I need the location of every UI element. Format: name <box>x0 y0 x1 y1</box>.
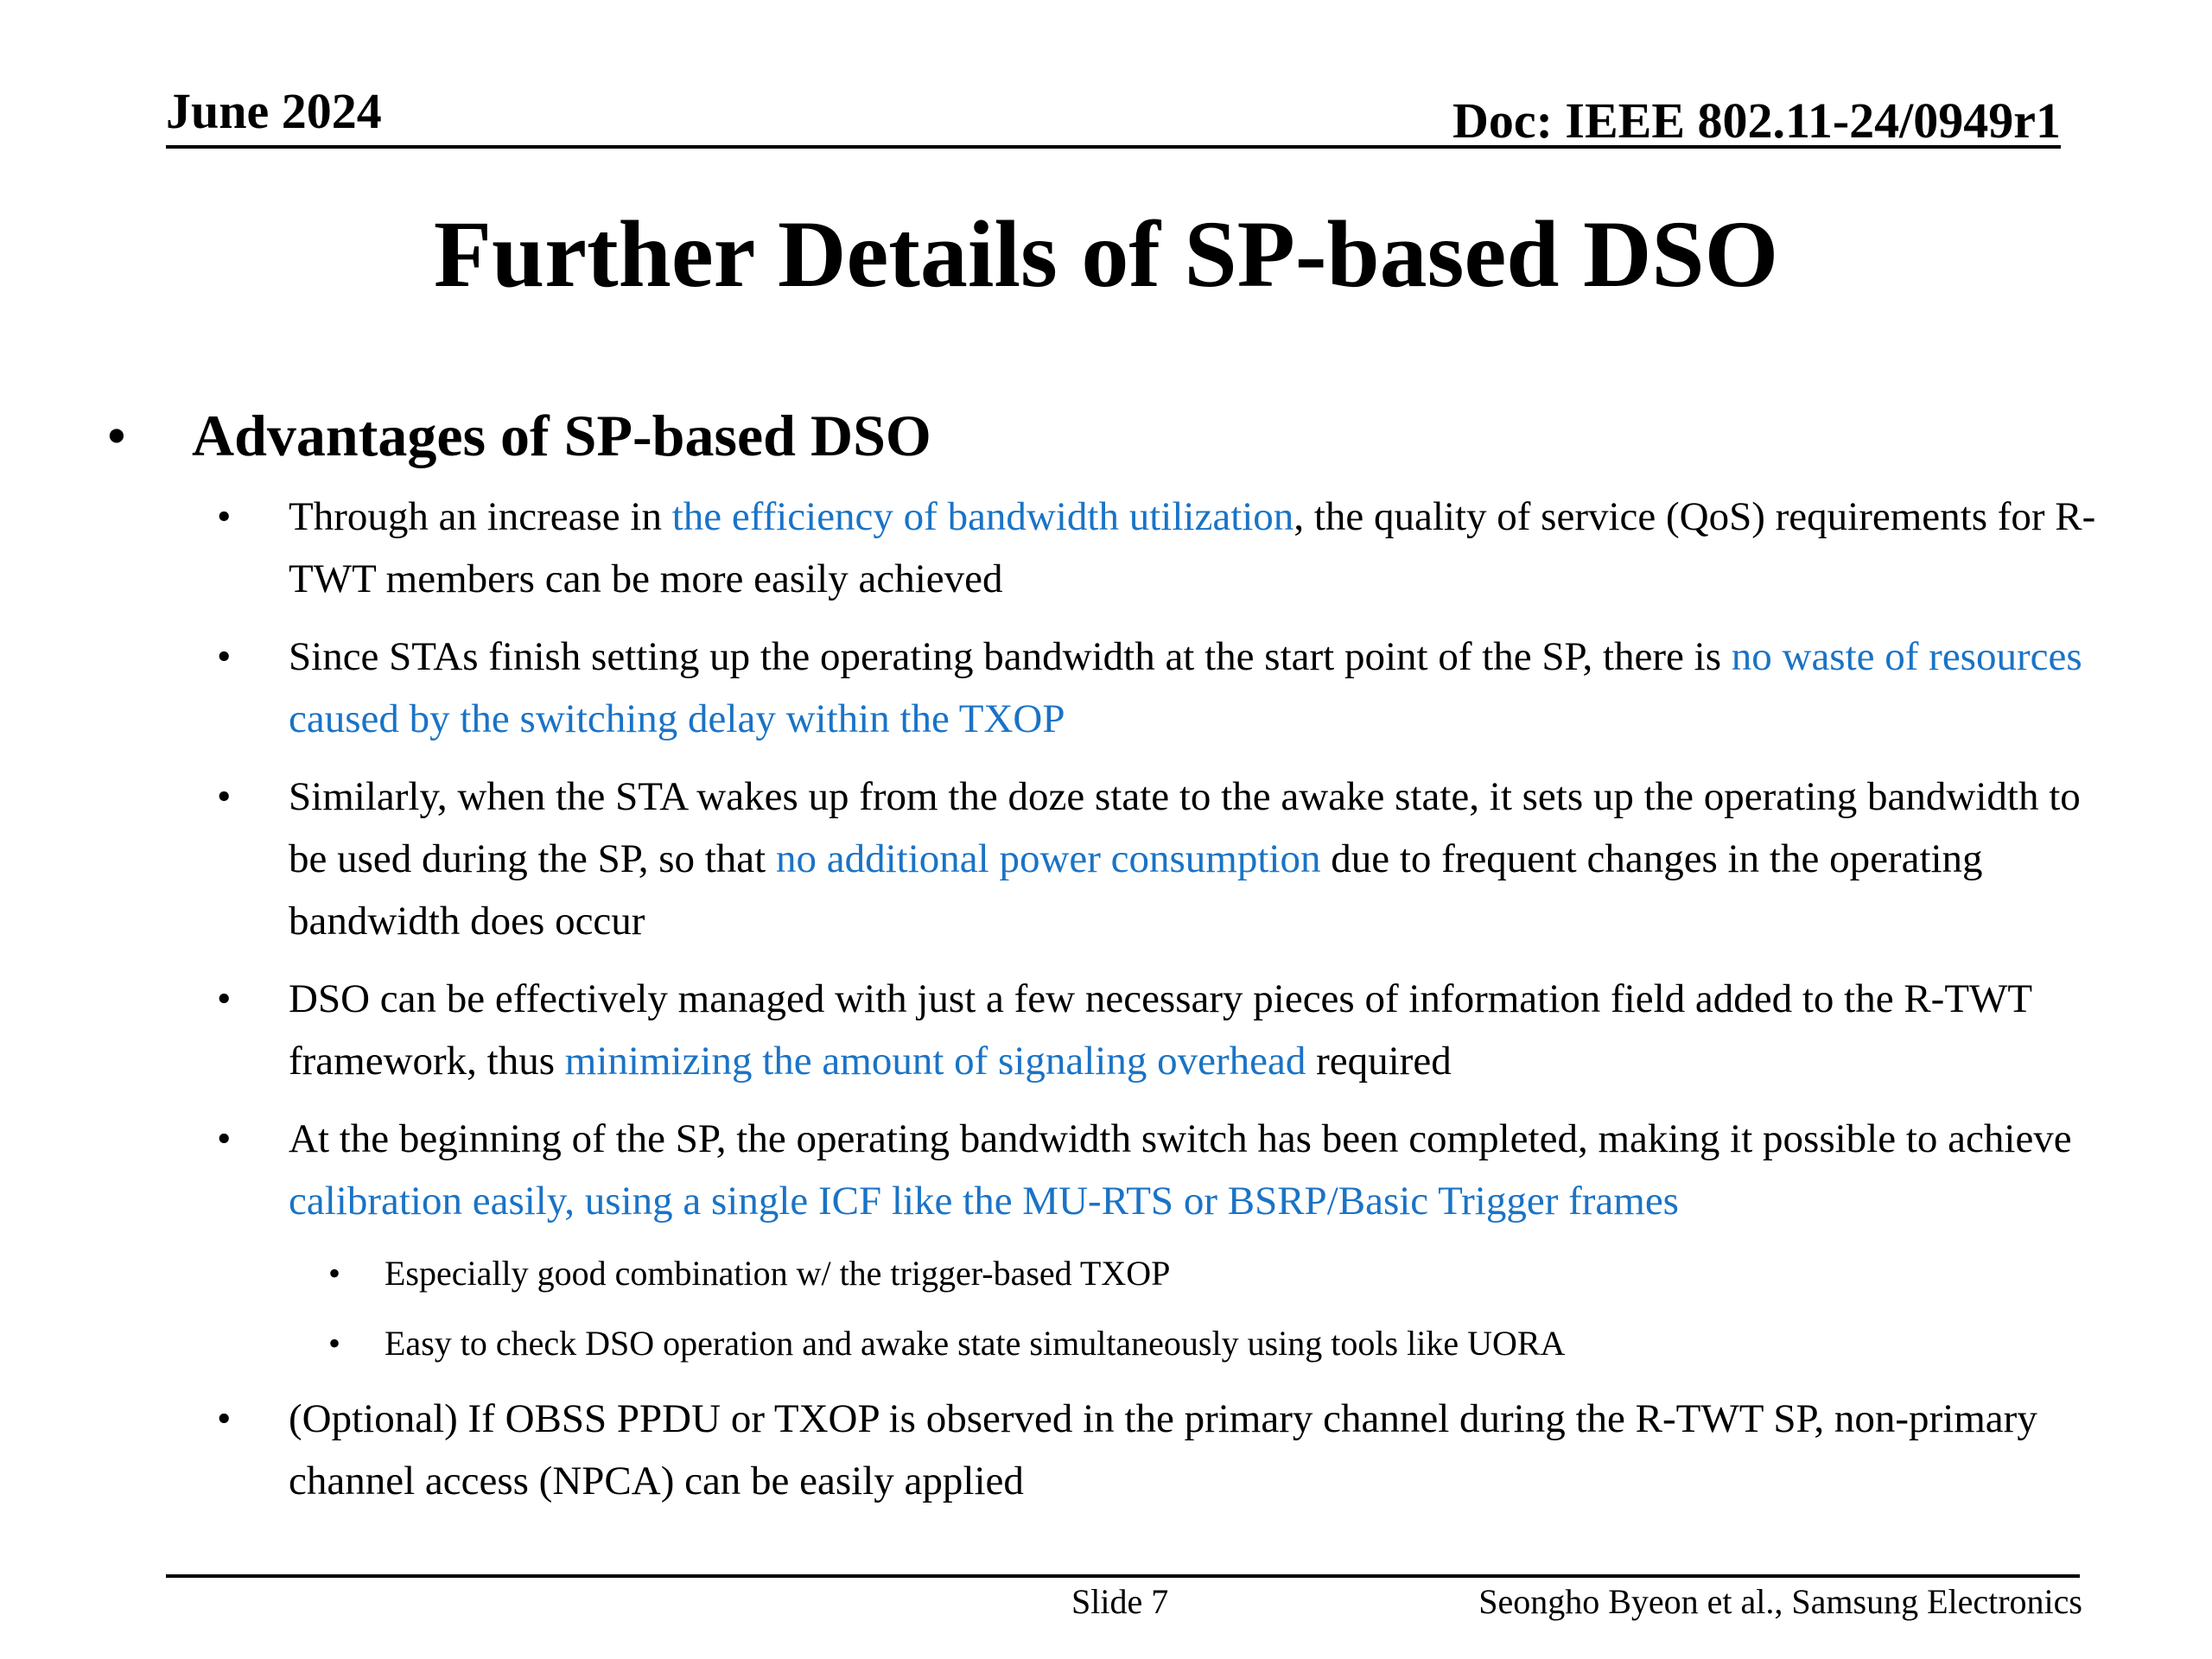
slide-number: Slide 7 <box>1071 1582 1169 1621</box>
sub-list-item <box>0 1318 2113 1370</box>
slide-title: Further Details of SP-based DSO <box>433 201 1779 307</box>
bullet-icon: • <box>328 1324 341 1363</box>
item-text: DSO can be effectively managed with just a few necessary pieces of information field added to the R-TWT framework, thus <box>289 976 2032 1084</box>
item-text: Since STAs finish setting up the operating bandwidth at the start point of the SP, there is <box>289 634 1732 679</box>
item-text: Through an increase in <box>289 494 672 539</box>
header-divider <box>166 145 2061 149</box>
item-highlight: no additional power consumption <box>775 836 1321 881</box>
section-heading-item <box>0 397 2212 474</box>
advantages-list <box>0 486 2212 1512</box>
list-item <box>0 1388 2116 1512</box>
sub-list-item <box>0 1248 2113 1300</box>
list-item <box>0 968 2116 1092</box>
header-doc-id: Doc: IEEE 802.11-24/0949r1 <box>1452 92 2061 149</box>
slide-body <box>0 397 2212 1528</box>
sub-item-text: Especially good combination w/ the trigger-based TXOP <box>385 1254 1171 1293</box>
bullet-icon: • <box>217 774 232 819</box>
footer-divider <box>166 1574 2080 1578</box>
bullet-icon: • <box>106 403 127 468</box>
bullet-icon: • <box>328 1254 341 1293</box>
list-item <box>0 1108 2116 1232</box>
bullet-icon: • <box>217 1396 232 1441</box>
section-heading: Advantages of SP-based DSO <box>192 403 931 468</box>
bullet-icon: • <box>217 976 232 1021</box>
item-text: (Optional) If OBSS PPDU or TXOP is observed in the primary channel during the R-TWT SP, non-primary channel access (NPCA) can be easily applied <box>289 1396 2037 1503</box>
item-highlight: minimizing the amount of signaling overhead <box>564 1039 1306 1084</box>
sub-item-text: Easy to check DSO operation and awake state simultaneously using tools like UORA <box>385 1324 1566 1363</box>
footer-author: Seongho Byeon et al., Samsung Electronics <box>1478 1582 2082 1621</box>
list-item <box>0 626 2116 750</box>
item-text: , the quality of service (QoS) requirements for R-TWT members can be more easily achieved <box>289 494 2096 601</box>
item-text: Similarly, when the STA wakes up from the doze state to the awake state, it sets up the operating bandwidth to be used during the SP, so that <box>289 774 2081 881</box>
list-item <box>0 486 2116 610</box>
item-highlight: the efficiency of bandwidth utilization <box>671 494 1294 539</box>
item-text: At the beginning of the SP, the operating bandwidth switch has been completed, making it possible to achieve <box>289 1116 2072 1161</box>
bullet-icon: • <box>217 634 232 679</box>
header-date: June 2024 <box>166 83 382 139</box>
item-text: required <box>1306 1039 1452 1084</box>
bullet-icon: • <box>217 1116 232 1161</box>
item-highlight: calibration easily, using a single ICF like the MU-RTS or BSRP/Basic Trigger frames <box>289 1179 1679 1224</box>
item-text: due to frequent changes in the operating bandwidth does occur <box>289 836 1983 944</box>
bullet-icon: • <box>217 494 232 539</box>
list-item <box>0 766 2116 952</box>
item-highlight: no waste of resources caused by the switching delay within the TXOP <box>289 634 2082 741</box>
